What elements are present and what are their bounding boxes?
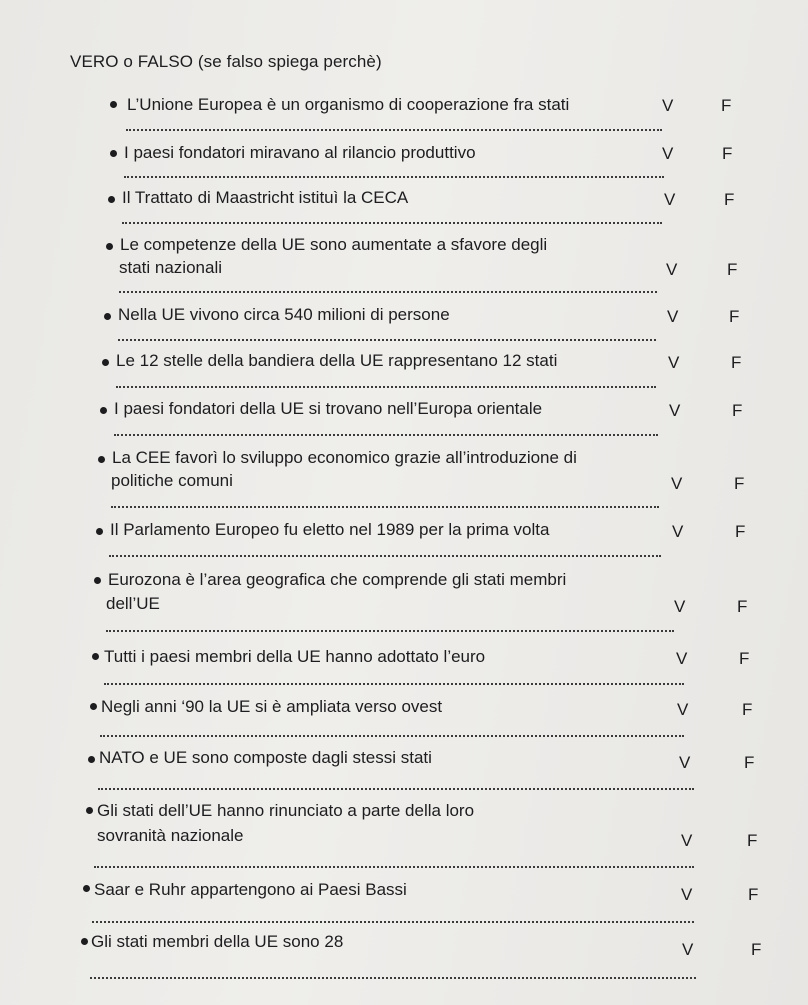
statement-text-continued: stati nazionali [119,258,223,277]
true-option[interactable]: V [681,831,693,850]
answer-line[interactable] [111,506,659,508]
bullet-icon [88,756,95,763]
statement-text: I paesi fondatori della UE si trovano nell’Europa orientale [114,399,543,418]
answer-line[interactable] [98,788,694,790]
true-option[interactable]: V [667,307,679,326]
statement-text: Saar e Ruhr appartengono ai Paesi Bassi [94,880,407,899]
false-option[interactable]: F [731,353,742,372]
statement-text: I paesi fondatori miravano al rilancio produttivo [124,143,476,162]
bullet-icon [100,407,107,414]
statement-text: Le competenze della UE sono aumentate a sfavore degli [120,235,548,254]
statement-text-continued: politiche comuni [111,471,233,490]
answer-line[interactable] [118,339,656,341]
statement-text: Gli stati membri della UE sono 28 [91,932,344,951]
bullet-icon [104,313,111,320]
statement-text: Nella UE vivono circa 540 milioni di persone [118,305,450,324]
false-option[interactable]: F [747,831,758,850]
bullet-icon [102,359,109,366]
answer-line[interactable] [106,630,674,632]
statement-text: L’Unione Europea è un organismo di cooperazione fra stati [127,95,570,114]
true-option[interactable]: V [674,597,686,616]
answer-line[interactable] [100,735,684,737]
false-option[interactable]: F [742,700,753,719]
true-option[interactable]: V [681,885,693,904]
statement-text: Eurozona è l’area geografica che comprende gli stati membri [108,570,567,589]
answer-line[interactable] [109,555,661,557]
statement-text: Negli anni ‘90 la UE si è ampliata verso ovest [101,697,443,716]
true-option[interactable]: V [662,96,674,115]
answer-line[interactable] [92,921,694,923]
false-option[interactable]: F [729,307,740,326]
answer-line[interactable] [124,176,664,178]
true-option[interactable]: V [668,353,680,372]
statement-text: Le 12 stelle della bandiera della UE rappresentano 12 stati [116,351,558,370]
true-option[interactable]: V [676,649,688,668]
false-option[interactable]: F [727,260,738,279]
bullet-icon [86,807,93,814]
answer-line[interactable] [104,683,684,685]
answer-line[interactable] [126,129,662,131]
statement-text: NATO e UE sono composte dagli stessi stati [99,748,432,767]
worksheet-title: VERO o FALSO (se falso spiega perchè) [70,52,382,71]
true-option[interactable]: V [672,522,684,541]
false-option[interactable]: F [722,144,733,163]
statement-text: Tutti i paesi membri della UE hanno adottato l’euro [104,647,486,666]
true-option[interactable]: V [662,144,674,163]
true-option[interactable]: V [677,700,689,719]
false-option[interactable]: F [751,940,762,959]
bullet-icon [94,577,101,584]
false-option[interactable]: F [724,190,735,209]
answer-line[interactable] [90,977,696,979]
statement-text: La CEE favorì lo sviluppo economico grazie all’introduzione di [112,448,577,467]
statement-text: Il Parlamento Europeo fu eletto nel 1989 per la prima volta [110,520,550,539]
true-option[interactable]: V [671,474,683,493]
answer-line[interactable] [114,434,658,436]
bullet-icon [110,101,117,108]
bullet-icon [106,243,113,250]
false-option[interactable]: F [739,649,750,668]
statement-text: Il Trattato di Maastricht istituì la CECA [122,188,409,207]
bullet-icon [108,196,115,203]
true-option[interactable]: V [669,401,681,420]
bullet-icon [83,885,90,892]
bullet-icon [81,938,88,945]
statement-text-continued: sovranità nazionale [97,826,244,845]
bullet-icon [90,703,97,710]
true-option[interactable]: V [679,753,691,772]
false-option[interactable]: F [732,401,743,420]
true-option[interactable]: V [666,260,678,279]
false-option[interactable]: F [737,597,748,616]
bullet-icon [92,653,99,660]
false-option[interactable]: F [735,522,746,541]
false-option[interactable]: F [721,96,732,115]
false-option[interactable]: F [744,753,755,772]
answer-line[interactable] [119,291,657,293]
answer-line[interactable] [94,866,694,868]
false-option[interactable]: F [734,474,745,493]
true-option[interactable]: V [664,190,676,209]
answer-line[interactable] [122,222,662,224]
answer-line[interactable] [116,386,656,388]
false-option[interactable]: F [748,885,759,904]
bullet-icon [110,150,117,157]
statement-text-continued: dell’UE [106,594,160,613]
bullet-icon [98,456,105,463]
statement-text: Gli stati dell’UE hanno rinunciato a parte della loro [97,801,475,820]
bullet-icon [96,528,103,535]
true-option[interactable]: V [682,940,694,959]
